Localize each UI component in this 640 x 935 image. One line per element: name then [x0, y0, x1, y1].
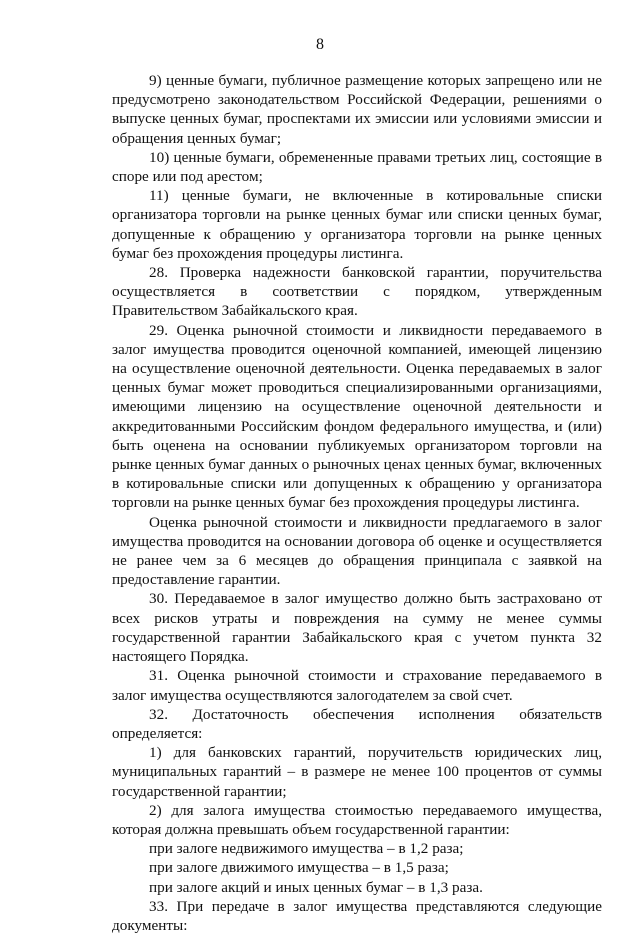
paragraph-31: 31. Оценка рыночной стоимости и страхование передаваемого в залог имущества осуществляются залогодателем за свой счет.	[112, 667, 602, 704]
pledge-ratio-movable-property: при залоге движимого имущества – в 1,5 раза;	[149, 859, 449, 877]
paragraph-29: 29. Оценка рыночной стоимости и ликвидности передаваемого в залог имущества проводится оценочной компанией, имеющей лицензию на осуществление оценочной деятельности. Оценка передаваемых в залог ценных бумаг может проводиться специализированными организациями, имеющими лицензию на осуществление оценочной деятельности и аккредитованными Российским фондом федерального имущества, и (или) быть оценена на основании публикуемых организатором торговли на рынке ценных бумаг данных о рыночных ценах ценных бумаг, включенных в котировальные списки или допущенных к обращению у организатора торговли на рынке ценных бумаг без прохождения процедуры листинга.	[112, 321, 602, 512]
page-number: 8	[316, 36, 324, 53]
paragraph-32: 32. Достаточность обеспечения исполнения обязательств определяется:	[112, 705, 602, 742]
paragraph-33: 33. При передаче в залог имущества представляются следующие документы:	[112, 897, 602, 934]
document-body	[112, 71, 602, 935]
paragraph-32-item-2: 2) для залога имущества стоимостью передаваемого имущества, которая должна превышать объем государственной гарантии:	[112, 801, 602, 838]
pledge-ratio-shares: при залоге акций и иных ценных бумаг – в 1,3 раза.	[149, 878, 483, 896]
paragraph-item-9: 9) ценные бумаги, публичное размещение которых запрещено или не предусмотрено законодательством Российской Федерации, решениями о выпуске ценных бумаг, проспектами их эмиссии или условиями эмиссии и обращения ценных бумаг;	[112, 72, 602, 147]
paragraph-29-continuation: Оценка рыночной стоимости и ликвидности предлагаемого в залог имущества проводится на основании договора об оценке и осуществляется не ранее чем за 6 месяцев до обращения принципала с заявкой на предоставление гарантии.	[112, 513, 602, 589]
paragraph-28: 28. Проверка надежности банковской гарантии, поручительства осуществляется в соответствии с порядком, утвержденным Правительством Забайкальского края.	[112, 264, 602, 320]
paragraph-item-11: 11) ценные бумаги, не включенные в котировальные списки организатора торговли на рынке ценных бумаг или списки ценных бумаг, допущенные к обращению у организатора торговли на рынке ценных бумаг без прохождения процедуры листинга.	[112, 187, 602, 262]
paragraph-30: 30. Передаваемое в залог имущество должно быть застраховано от всех рисков утраты и повреждения на сумму не менее суммы государственной гарантии Забайкальского края с учетом пункта 32 настоящего Порядка.	[112, 590, 602, 666]
paragraph-32-item-1: 1) для банковских гарантий, поручительств юридических лиц, муниципальных гарантий – в размере не менее 100 процентов от суммы государственной гарантии;	[112, 744, 602, 800]
paragraph-item-10: 10) ценные бумаги, обремененные правами третьих лиц, состоящие в споре или под арестом;	[112, 148, 602, 186]
pledge-ratio-real-estate: при залоге недвижимого имущества – в 1,2 раза;	[149, 840, 464, 858]
